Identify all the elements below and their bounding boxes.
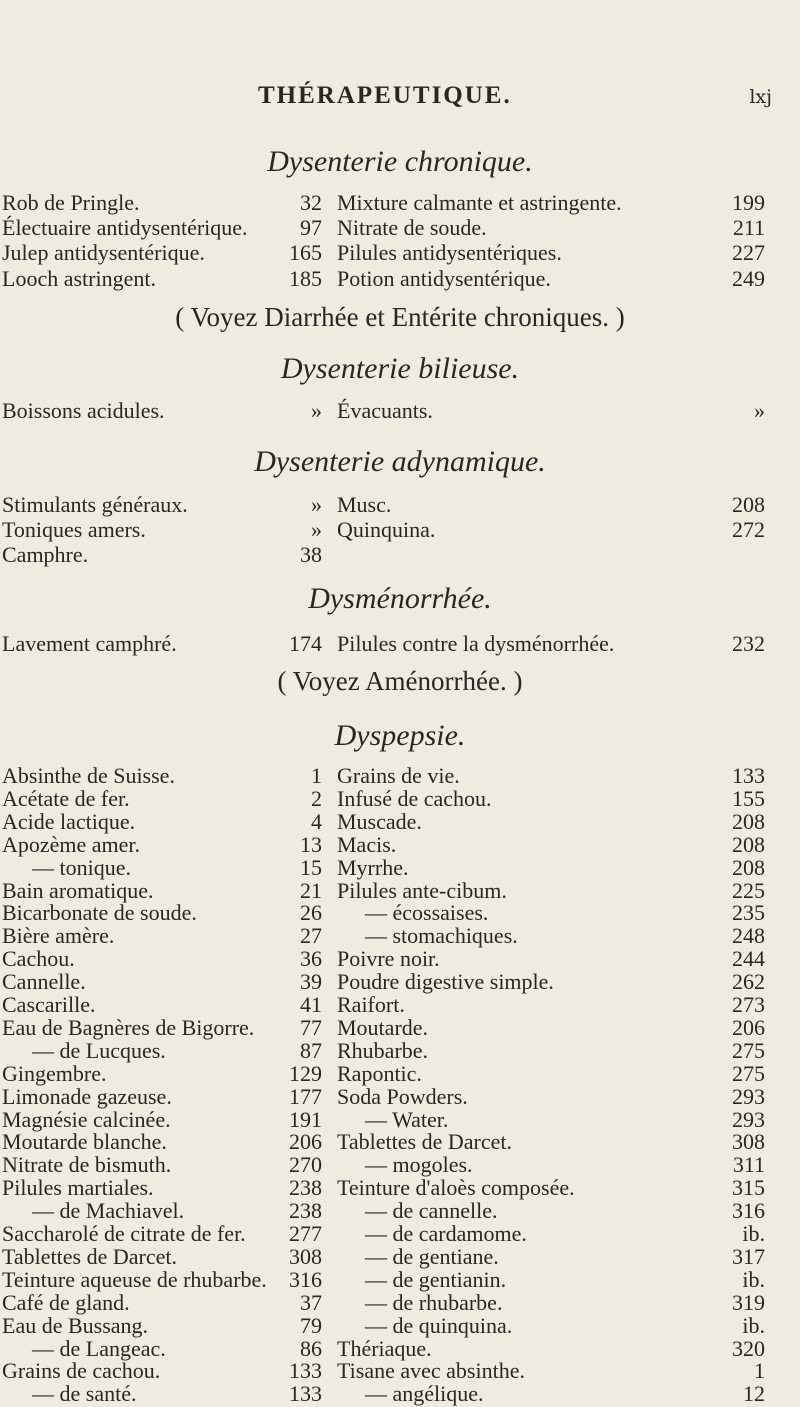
entry-left-page: 4 — [311, 809, 322, 834]
entry-left-page: 21 — [300, 878, 322, 903]
entry-right-page: » — [754, 398, 765, 423]
entry-right: Musc. — [337, 492, 392, 517]
entry-left-page: 191 — [289, 1107, 322, 1132]
entry-right-page: 244 — [732, 946, 765, 971]
entry-left-page: 129 — [289, 1061, 322, 1086]
cross-reference: ( Voyez Aménorrhée. ) — [277, 666, 523, 696]
entry-right: — écossaises. — [365, 900, 489, 925]
entry-right: Muscade. — [337, 809, 422, 834]
entry-right: Rhubarbe. — [337, 1038, 429, 1063]
entry-left: Grains de cachou. — [2, 1358, 161, 1383]
entry-left-page: 238 — [289, 1198, 322, 1223]
entry-right: Grains de vie. — [337, 763, 460, 788]
entry-right: Raifort. — [337, 992, 405, 1017]
entry-right: Pilules contre la dysménorrhée. — [337, 631, 615, 656]
entry-right-page: 208 — [732, 492, 765, 517]
entry-right: Poudre digestive simple. — [337, 969, 554, 994]
entry-right-page: 232 — [732, 631, 765, 656]
entry-left: Bicarbonate de soude. — [2, 900, 197, 925]
entry-left-page: » — [311, 517, 322, 542]
entry-right-page: 133 — [732, 763, 765, 788]
entry-left: — de Machiavel. — [32, 1198, 185, 1223]
entry-right-page: ib. — [742, 1221, 765, 1246]
section-title: Dysenterie bilieuse. — [280, 352, 520, 385]
entry-left: Tablettes de Darcet. — [2, 1244, 177, 1269]
entry-right-page: 248 — [732, 923, 765, 948]
entry-right: Quinquina. — [337, 517, 436, 542]
entry-left-page: 1 — [311, 763, 322, 788]
entry-right: Infusé de cachou. — [337, 786, 492, 811]
entry-right: Thériaque. — [337, 1336, 432, 1361]
entry-left-page: 36 — [300, 946, 322, 971]
entry-left: Looch astringent. — [2, 266, 156, 291]
entry-right: Pilules antidysentériques. — [337, 240, 562, 265]
entry-left: Bain aromatique. — [2, 878, 154, 903]
entry-left: Eau de Bussang. — [2, 1313, 149, 1338]
entry-right-page: 275 — [732, 1061, 765, 1086]
entry-left-page: 32 — [300, 190, 322, 215]
entry-left: Magnésie calcinée. — [2, 1107, 171, 1132]
entry-left-page: 270 — [289, 1152, 322, 1177]
entry-right: — de rhubarbe. — [365, 1290, 503, 1315]
index-row — [0, 215, 800, 241]
entry-left-page: 177 — [289, 1084, 322, 1109]
entry-left-page: 97 — [300, 215, 322, 240]
entry-left: — de santé. — [32, 1381, 137, 1406]
entry-left-page: 185 — [289, 266, 322, 291]
entry-left: Moutarde blanche. — [2, 1129, 167, 1154]
entry-left: Rob de Pringle. — [2, 190, 140, 215]
entry-right: — angélique. — [365, 1381, 484, 1406]
entry-right-page: 12 — [743, 1381, 765, 1406]
index-row — [0, 266, 800, 292]
entry-right: — mogoles. — [365, 1152, 473, 1177]
entry-left: Eau de Bagnères de Bigorre. — [2, 1015, 255, 1040]
entry-left: Acide lactique. — [2, 809, 136, 834]
entry-left: Camphre. — [2, 542, 89, 567]
entry-left: Julep antidysentérique. — [2, 240, 205, 265]
index-row — [0, 1381, 800, 1407]
entry-left-page: 174 — [289, 631, 322, 656]
entry-left-page: 206 — [289, 1129, 322, 1154]
entry-left-page: 133 — [289, 1358, 322, 1383]
entry-right-page: 249 — [732, 266, 765, 291]
entry-right-page: 273 — [732, 992, 765, 1017]
entry-left-page: 277 — [289, 1221, 322, 1246]
index-row — [0, 240, 800, 266]
entry-left-page: 86 — [300, 1336, 322, 1361]
entry-left: Cascarille. — [2, 992, 96, 1017]
entry-right: — de gentiane. — [365, 1244, 499, 1269]
section-title: Dysenterie adynamique. — [254, 445, 546, 478]
entry-right-page: 272 — [732, 517, 765, 542]
entry-left-page: 38 — [300, 542, 322, 567]
entry-right-page: 155 — [732, 786, 765, 811]
entry-left: Saccharolé de citrate de fer. — [2, 1221, 246, 1246]
entry-left: Limonade gazeuse. — [2, 1084, 172, 1109]
index-row — [0, 398, 800, 424]
entry-right-page: 199 — [732, 190, 765, 215]
entry-right: — de gentianin. — [365, 1267, 507, 1292]
entry-right: Tablettes de Darcet. — [337, 1129, 512, 1154]
entry-left-page: 79 — [300, 1313, 322, 1338]
page-number: lxj — [749, 86, 772, 108]
entry-left-page: 316 — [289, 1267, 322, 1292]
entry-left-page: 26 — [300, 900, 322, 925]
running-title: THÉRAPEUTIQUE. — [258, 82, 512, 109]
page-header — [0, 82, 800, 118]
entry-right: Potion antidysentérique. — [337, 266, 551, 291]
section-title: Dysenterie chronique. — [267, 145, 533, 178]
index-row — [0, 492, 800, 518]
entry-left: Bière amère. — [2, 923, 115, 948]
entry-right: Teinture d'aloès composée. — [337, 1175, 575, 1200]
entry-right-page: 206 — [732, 1015, 765, 1040]
entry-right-page: 208 — [732, 809, 765, 834]
section-title: Dyspepsie. — [334, 719, 466, 752]
entry-left-page: 13 — [300, 832, 322, 857]
entry-left: Électuaire antidysentérique. — [2, 215, 248, 240]
entry-left-page: 15 — [300, 855, 322, 880]
entry-left: Cachou. — [2, 946, 75, 971]
entry-right: — de cannelle. — [365, 1198, 498, 1223]
entry-right: Mixture calmante et astringente. — [337, 190, 622, 215]
index-row — [0, 190, 800, 216]
entry-left-page: 238 — [289, 1175, 322, 1200]
entry-left: Gingembre. — [2, 1061, 107, 1086]
entry-right: — Water. — [365, 1107, 449, 1132]
entry-right: Pilules ante-cibum. — [337, 878, 507, 903]
entry-right: Macis. — [337, 832, 397, 857]
entry-right: Myrrhe. — [337, 855, 409, 880]
entry-left-page: 37 — [300, 1290, 322, 1315]
entry-right-page: 262 — [732, 969, 765, 994]
entry-right: — de quinquina. — [365, 1313, 513, 1338]
entry-right-page: 235 — [732, 900, 765, 925]
entry-right-page: 293 — [732, 1107, 765, 1132]
cross-reference: ( Voyez Diarrhée et Entérite chroniques. ) — [175, 302, 625, 332]
entry-left-page: 2 — [311, 786, 322, 811]
entry-left-page: » — [311, 492, 322, 517]
entry-left: Nitrate de bismuth. — [2, 1152, 172, 1177]
entry-left-page: 39 — [300, 969, 322, 994]
entry-left-page: 308 — [289, 1244, 322, 1269]
entry-right: — stomachiques. — [365, 923, 518, 948]
entry-right-page: 317 — [732, 1244, 765, 1269]
entry-left: Toniques amers. — [2, 517, 146, 542]
entry-right-page: ib. — [742, 1313, 765, 1338]
entry-right: Soda Powders. — [337, 1084, 468, 1109]
entry-right-page: 308 — [732, 1129, 765, 1154]
entry-left-page: 41 — [300, 992, 322, 1017]
entry-right: — de cardamome. — [365, 1221, 527, 1246]
index-row — [0, 631, 800, 657]
entry-right-page: 293 — [732, 1084, 765, 1109]
entry-right-page: 208 — [732, 832, 765, 857]
entry-right: Poivre noir. — [337, 946, 440, 971]
entry-left: Apozème amer. — [2, 832, 141, 857]
entry-left: Stimulants généraux. — [2, 492, 188, 517]
entry-left: Pilules martiales. — [2, 1175, 154, 1200]
index-row — [0, 517, 800, 543]
entry-right: Moutarde. — [337, 1015, 429, 1040]
entry-left: — de Langeac. — [32, 1336, 166, 1361]
entry-left-page: 133 — [289, 1381, 322, 1406]
entry-right-page: 1 — [754, 1358, 765, 1383]
entry-right-page: 319 — [732, 1290, 765, 1315]
entry-left-page: 27 — [300, 923, 322, 948]
entry-left: Acétate de fer. — [2, 786, 130, 811]
entry-left: — tonique. — [32, 855, 131, 880]
entry-left: Absinthe de Suisse. — [2, 763, 175, 788]
entry-left-page: » — [311, 398, 322, 423]
entry-right-page: 315 — [732, 1175, 765, 1200]
section-title: Dysménorrhée. — [308, 582, 492, 615]
entry-right-page: ib. — [742, 1267, 765, 1292]
entry-left-page: 77 — [300, 1015, 322, 1040]
entry-right-page: 316 — [732, 1198, 765, 1223]
entry-left-page: 87 — [300, 1038, 322, 1063]
entry-right: Rapontic. — [337, 1061, 422, 1086]
entry-left: Teinture aqueuse de rhubarbe. — [2, 1267, 267, 1292]
entry-left: — de Lucques. — [32, 1038, 166, 1063]
entry-right-page: 225 — [732, 878, 765, 903]
entry-right: Tisane avec absinthe. — [337, 1358, 525, 1383]
entry-right-page: 227 — [732, 240, 765, 265]
entry-right-page: 275 — [732, 1038, 765, 1063]
entry-right-page: 311 — [732, 1152, 765, 1177]
entry-left: Lavement camphré. — [2, 631, 177, 656]
entry-right-page: 208 — [732, 855, 765, 880]
entry-right-page: 211 — [732, 215, 765, 240]
entry-left: Cannelle. — [2, 969, 86, 994]
entry-left-page: 165 — [289, 240, 322, 265]
entry-right: Évacuants. — [337, 398, 433, 423]
index-row — [0, 542, 800, 568]
entry-left: Café de gland. — [2, 1290, 130, 1315]
entry-right: Nitrate de soude. — [337, 215, 487, 240]
entry-left: Boissons acidules. — [2, 398, 165, 423]
entry-right-page: 320 — [732, 1336, 765, 1361]
